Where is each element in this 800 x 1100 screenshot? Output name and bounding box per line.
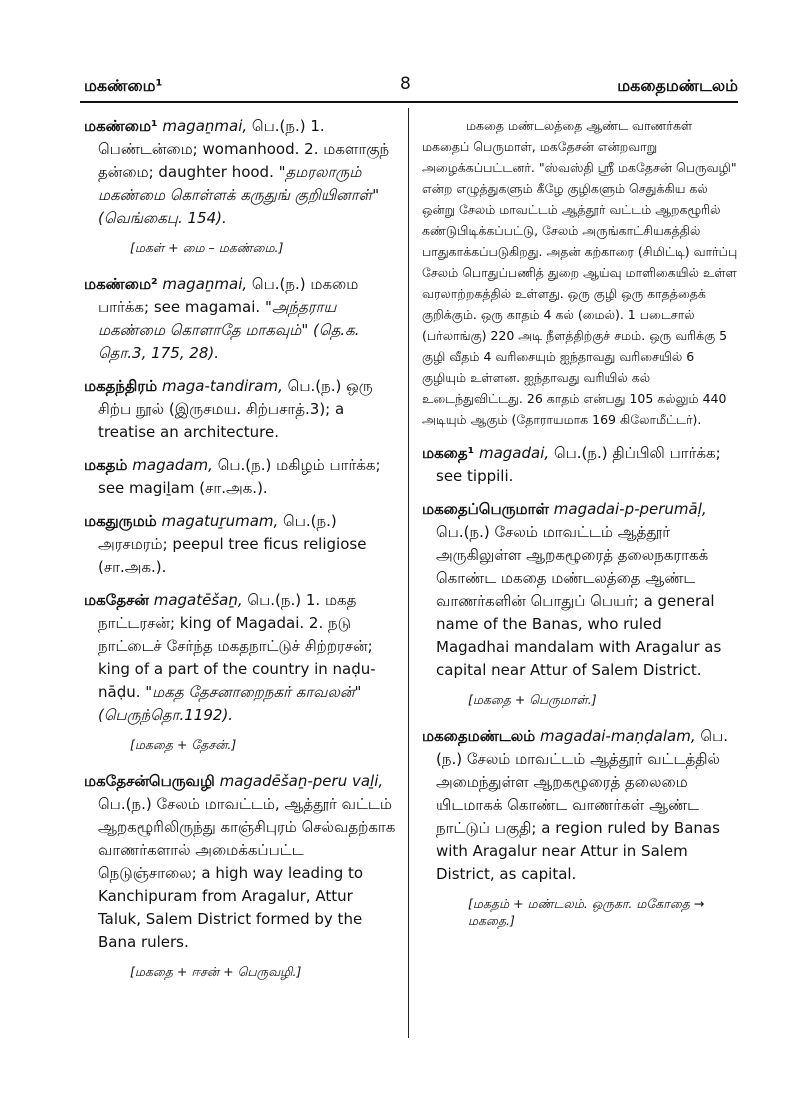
transliteration: maga-tandiram, <box>161 377 283 395</box>
definition: பெ.(ந.) திப்பிலி பார்க்க; see tippili. <box>436 444 721 485</box>
transliteration: magatuṟumam, <box>161 512 279 530</box>
note-paragraph: மகதை மண்டலத்தை ஆண்ட வாணர்கள் மகதைப் பெருமாள், மகதேசன் என்றவாறு அழைக்கப்பட்டனர். "ஸ்வஸ்தி ஸ்ரீ மகதேசன் பெருவழி" என்ற எழுத்துகளும் கீழே குழிகளும் செதுக்கிய கல் ஒன்று சேலம் மாவட்டம் ஆத்தூர் வட்டம் ஆறகழூரில் கண்டுபிடிக்கப்பட்டு, சேலம் அருங்காட்சியகத்தில் பாதுகாக்கப்படுகிறது. அதன் கற்காரை (சிமிட்டி) வார்ப்பு சேலம் பொதுப்பணித் துறை ஆய்வு மாளிகையில் உள்ள வரலாற்றகத்தில் உள்ளது. ஒரு குழி ஒரு காதத்தைக் குறிக்கும். ஒரு காதம் 4 கல் (மைல்). 1 படைசால் (பர்லாங்கு) 220 அடி நீளத்திற்குச் சமம். ஒரு வரிக்கு 5 குழி வீதம் 4 வரிசையும் ஐந்தாவது வரிசையில் 6 குழியும் உள்ளன. ஐந்தாவது வரியில் கல் உடைந்துவிட்டது. 26 காதம் என்பது 105 கல்லும் 440 அடியும் ஆகும் (தோராயமாக 169 கிலோமீட்டர்). <box>422 118 738 427</box>
definition: பெ.(ந.) சேலம் மாவட்டம் ஆத்தூர் அருகிலுள்ள ஆறகழூரைத் தலைநகராகக் கொண்ட மகதை மண்டலத்தை ஆண்ட வாணர்களின் பொதுப் பெயர்; a general name of the Banas, who ruled Magadhai mandalam with Aragalur as capital near Attur of Salem District. <box>436 523 722 679</box>
definition: பெ.(ந.) மகமை பார்க்க; see magamai. <box>98 275 359 316</box>
etymology: [மகதை + பெருமாள்.] <box>468 692 597 707</box>
dictionary-entry <box>84 375 396 444</box>
transliteration: magaṉmai, <box>162 275 248 293</box>
transliteration: magadēšaṉ-peru vaḻi, <box>219 772 384 790</box>
transliteration: magadai, <box>478 444 550 462</box>
dictionary-entry <box>422 442 738 488</box>
dictionary-entry <box>84 273 396 365</box>
running-head-right: மகதைமண்டலம் <box>617 76 738 95</box>
page-number: 8 <box>400 74 411 94</box>
headword: மகதம் <box>84 456 128 474</box>
dictionary-entry <box>84 510 396 579</box>
right-column <box>422 115 738 946</box>
etymology: [மகதை + ஈசன் + பெருவழி.] <box>130 964 302 979</box>
etymology: [மகதை + தேசன்.] <box>130 737 237 752</box>
dictionary-entry <box>422 498 738 682</box>
transliteration: magadai-maṇḍalam, <box>540 727 696 745</box>
running-head-left: மகண்மை¹ <box>84 76 163 95</box>
headword: மகண்மை¹ <box>84 117 158 135</box>
etymology: [மகதம் + மண்டலம். ஒருகா. மகோதை → மகதை.] <box>468 896 705 928</box>
dictionary-entry <box>84 454 396 500</box>
etymology: [மகள் + மை – மகண்மை.] <box>130 240 284 255</box>
transliteration: magatēšaṉ, <box>153 591 243 609</box>
definition: பெ.(ந.) ஒரு சிற்ப நூல் (இருசமய. சிற்பசாத்.3); a treatise an architecture. <box>98 377 373 441</box>
transliteration: magadam, <box>132 456 213 474</box>
headword: மகதுருமம் <box>84 512 157 530</box>
transliteration: magadai-p-perumāḷ, <box>553 500 707 518</box>
definition: பெ.(ந.) 1. பெண்டன்மை; womanhood. 2. மகளாகுந் தன்மை; daughter hood. <box>98 117 390 181</box>
headword: மகதைப்பெருமாள் <box>422 500 549 518</box>
definition: பெ.(ந.) சேலம் மாவட்டம் ஆத்தூர் வட்டத்தில் அமைந்துள்ள ஆறகழூரைத் தலைமை யிடமாகக் கொண்ட வாணர்கள் ஆண்ட நாட்டுப் பகுதி; a region ruled by Banas with Aragalur near Attur in Salem District, as capital. <box>436 727 728 883</box>
citation-quote: "மகத தேசனாறைநகர் காவலன்" (பெருந்தொ.1192). <box>98 683 362 724</box>
dictionary-entry <box>422 725 738 886</box>
definition: பெ.(ந.) மகிழம் பார்க்க; see magiḻam (சா.அக.). <box>98 456 381 497</box>
headword: மகதேசன் <box>84 591 149 609</box>
transliteration: magaṉmai, <box>162 117 248 135</box>
headword: மகதைமண்டலம் <box>422 727 536 745</box>
citation-quote: "தமரலாரும் மகண்மை கொள்ளக் கருதுங் குறியினாள்" (வெங்கைபு. 154). <box>98 163 380 227</box>
dictionary-entry <box>84 770 396 954</box>
dictionary-entry <box>84 589 396 727</box>
headword: மகண்மை² <box>84 275 158 293</box>
headword: மகதை¹ <box>422 444 475 462</box>
definition: பெ.(ந.) 1. மகத நாட்டரசன்; king of Magadai. 2. நடு நாட்டைச் சேர்ந்த மகதநாட்டுச் சிற்றரசன்; king of a part of the country in naḍu-nāḍu. <box>98 591 376 701</box>
left-column <box>84 115 396 997</box>
header-rule <box>80 101 738 103</box>
headword: மகதந்திரம் <box>84 377 158 395</box>
citation-quote: "அந்தராய மகண்மை கொளாதே மாகவும்" (தெ.க. தொ.3, 175, 28). <box>98 298 360 362</box>
dictionary-entry <box>84 115 396 230</box>
definition: பெ.(ந.) அரசமரம்; peepul tree ficus religiose (சா.அக.). <box>98 512 367 576</box>
definition: பெ.(ந.) சேலம் மாவட்டம், ஆத்தூர் வட்டம் ஆறகழூரிலிருந்து காஞ்சிபுரம் செல்வதற்காக வாணர்களால் அமைக்கப்பட்ட நெடுஞ்சாலை; a high way leading to Kanchipuram from Aragalur, Attur Taluk, Salem District formed by the Bana rulers. <box>98 795 396 951</box>
headword: மகதேசன்பெருவழி <box>84 772 215 790</box>
column-divider <box>408 108 409 1038</box>
